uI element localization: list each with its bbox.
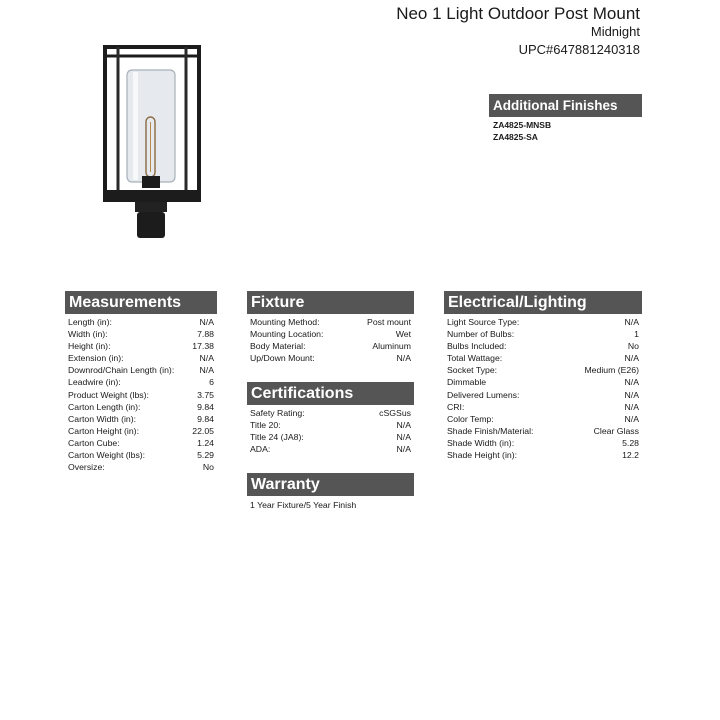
measurements-row [68,401,214,413]
spec-label: Carton Cube: [68,437,120,448]
spec-label: Height (in): [68,341,111,352]
spec-value: N/A [624,401,639,412]
spec-label: Carton Length (in): [68,401,141,412]
measurements-section [65,291,217,473]
spec-value: Wet [395,329,411,340]
electrical-row [447,389,639,401]
spec-label: Oversize: [68,462,105,473]
spec-label: Body Material: [250,341,306,352]
warranty-text: 1 Year Fixture/5 Year Finish [250,500,357,510]
warranty-header: Warranty [247,473,414,496]
electrical-row [447,340,639,352]
measurements-row [68,376,214,388]
certifications-section [247,382,414,455]
spec-value: 1 [634,329,639,340]
spec-value: 17.38 [192,341,214,352]
warranty-section [247,473,414,510]
measurements-row [68,413,214,425]
spec-value: Aluminum [372,341,411,352]
measurements-row [68,364,214,376]
spec-label: Dimmable [447,377,487,388]
certifications-row [250,431,411,443]
certifications-row [250,443,411,455]
electrical-header: Electrical/Lighting [444,291,642,314]
additional-finishes-header: Additional Finishes [489,94,642,117]
measurements-row [68,340,214,352]
certifications-row [250,407,411,419]
electrical-row [447,328,639,340]
spec-label: Title 20: [250,420,281,431]
spec-value: No [202,462,214,473]
electrical-row [447,376,639,388]
spec-value: N/A [199,317,214,327]
electrical-section [444,291,642,461]
spec-value: 12.2 [622,450,639,461]
spec-value: 5.29 [197,450,214,461]
spec-value: N/A [396,353,411,364]
spec-value: 5.28 [622,437,639,448]
electrical-row [447,401,639,413]
spec-label: Socket Type: [447,365,498,376]
spec-label: Shade Height (in): [447,450,518,461]
spec-label: Up/Down Mount: [250,353,315,364]
finish-code: ZA4825-SA [493,132,538,142]
electrical-row [447,437,639,449]
electrical-row [447,413,639,425]
measurements-row [68,316,214,328]
spec-label: Carton Height (in): [68,425,139,436]
product-title: Neo 1 Light Outdoor Post Mount [396,4,640,23]
spec-value: N/A [396,432,411,443]
spec-value: N/A [624,353,639,364]
spec-value: 3.75 [197,389,214,400]
spec-label: Carton Width (in): [68,413,137,424]
spec-label: Safety Rating: [250,408,305,418]
spec-label: Title 24 (JA8): [250,432,304,443]
spec-label: Color Temp: [447,413,494,424]
product-image [100,42,204,242]
spec-label: Total Wattage: [447,353,503,364]
fixture-row [250,316,411,328]
spec-label: Mounting Location: [250,329,324,340]
electrical-row [447,352,639,364]
product-finish: Midnight [590,24,640,39]
spec-value: N/A [624,413,639,424]
spec-label: Mounting Method: [250,317,320,327]
spec-value: N/A [199,365,214,376]
measurements-row [68,437,214,449]
spec-label: Delivered Lumens: [447,389,520,400]
fixture-row [250,340,411,352]
fixture-row [250,352,411,364]
spec-label: ADA: [250,444,271,455]
electrical-row [447,425,639,437]
spec-value: N/A [199,353,214,364]
spec-value: Medium (E26) [584,365,639,376]
electrical-row [447,449,639,461]
measurements-row [68,352,214,364]
spec-label: Downrod/Chain Length (in): [68,365,175,376]
product-upc: UPC#647881240318 [518,42,640,57]
measurements-row [68,328,214,340]
spec-value: Clear Glass [593,425,639,436]
spec-value: N/A [624,377,639,388]
certifications-header: Certifications [247,382,414,405]
spec-value: No [627,341,639,352]
spec-value: 9.84 [197,401,214,412]
spec-value: 22.05 [192,425,214,436]
spec-label: Light Source Type: [447,317,520,327]
measurements-row [68,389,214,401]
spec-value: N/A [624,317,639,327]
certifications-row [250,419,411,431]
measurements-row [68,425,214,437]
spec-label: Product Weight (lbs): [68,389,149,400]
spec-label: Shade Width (in): [447,437,515,448]
spec-value: N/A [396,444,411,455]
spec-value: N/A [624,389,639,400]
spec-label: Extension (in): [68,353,124,364]
electrical-row [447,364,639,376]
fixture-header: Fixture [247,291,414,314]
additional-finishes [489,94,642,143]
spec-value: N/A [396,420,411,431]
spec-value: 7.88 [197,329,214,340]
spec-value: 9.84 [197,413,214,424]
measurements-header: Measurements [65,291,217,314]
measurements-row [68,449,214,461]
finish-code: ZA4825-MNSB [493,120,552,130]
spec-value: 6 [209,377,214,388]
fixture-row [250,328,411,340]
spec-label: Width (in): [68,329,108,340]
spec-label: Bulbs Included: [447,341,507,352]
measurements-row [68,461,214,473]
spec-label: CRI: [447,401,465,412]
product-title-block [396,4,640,58]
spec-label: Leadwire (in): [68,377,121,388]
spec-label: Number of Bulbs: [447,329,515,340]
spec-label: Carton Weight (lbs): [68,450,146,461]
spec-value: cSGSus [379,408,411,418]
spec-value: Post mount [367,317,411,327]
spec-value: 1.24 [197,437,214,448]
fixture-section [247,291,414,364]
electrical-row [447,316,639,328]
spec-label: Length (in): [68,317,112,327]
spec-label: Shade Finish/Material: [447,425,534,436]
